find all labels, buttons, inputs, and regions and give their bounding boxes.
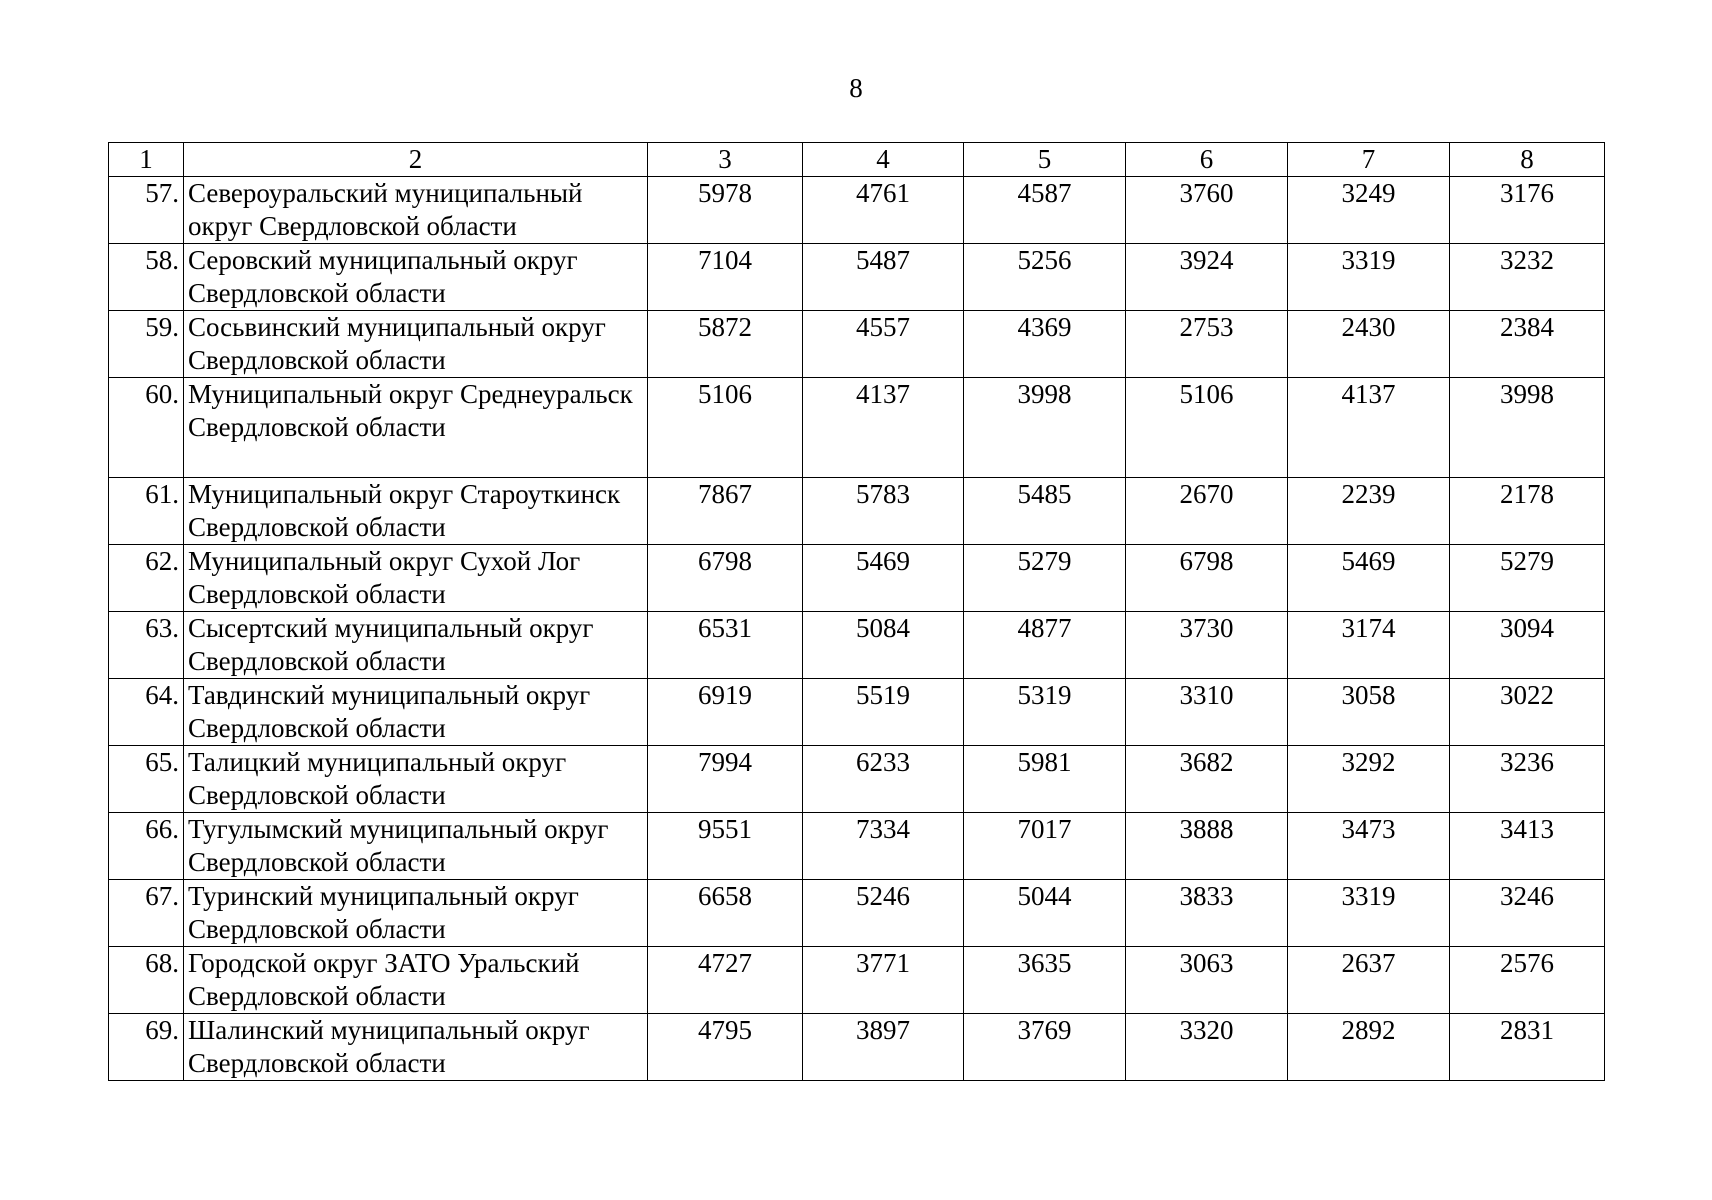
value-cell: 3473	[1288, 813, 1450, 880]
value-cell: 7334	[803, 813, 964, 880]
row-number: 64.	[109, 679, 184, 746]
value-cell: 3249	[1288, 177, 1450, 244]
value-cell: 5872	[648, 311, 803, 378]
table-row	[109, 1014, 1605, 1081]
table-row	[109, 545, 1605, 612]
value-cell: 3998	[964, 378, 1126, 478]
value-cell: 2637	[1288, 947, 1450, 1014]
table-row	[109, 746, 1605, 813]
value-cell: 3897	[803, 1014, 964, 1081]
row-number: 68.	[109, 947, 184, 1014]
row-number: 66.	[109, 813, 184, 880]
value-cell: 2430	[1288, 311, 1450, 378]
row-number: 67.	[109, 880, 184, 947]
value-cell: 2753	[1126, 311, 1288, 378]
table-row	[109, 813, 1605, 880]
column-header: 5	[964, 143, 1126, 177]
municipality-name: Сысертский муниципальный округ Свердловской области	[184, 612, 648, 679]
value-cell: 3924	[1126, 244, 1288, 311]
table-row	[109, 244, 1605, 311]
value-cell: 3292	[1288, 746, 1450, 813]
column-header: 2	[184, 143, 648, 177]
value-cell: 7867	[648, 478, 803, 545]
value-cell: 5783	[803, 478, 964, 545]
value-cell: 3769	[964, 1014, 1126, 1081]
column-header: 6	[1126, 143, 1288, 177]
table-row	[109, 679, 1605, 746]
value-cell: 2384	[1450, 311, 1605, 378]
column-header: 8	[1450, 143, 1605, 177]
value-cell: 3232	[1450, 244, 1605, 311]
value-cell: 7017	[964, 813, 1126, 880]
value-cell: 4761	[803, 177, 964, 244]
municipality-name: Муниципальный округ Среднеуральск Свердловской области	[184, 378, 648, 478]
value-cell: 4795	[648, 1014, 803, 1081]
row-number: 60.	[109, 378, 184, 478]
value-cell: 5084	[803, 612, 964, 679]
value-cell: 4587	[964, 177, 1126, 244]
value-cell: 4557	[803, 311, 964, 378]
value-cell: 5279	[964, 545, 1126, 612]
value-cell: 3022	[1450, 679, 1605, 746]
value-cell: 3413	[1450, 813, 1605, 880]
value-cell: 3888	[1126, 813, 1288, 880]
value-cell: 3063	[1126, 947, 1288, 1014]
value-cell: 3174	[1288, 612, 1450, 679]
value-cell: 3310	[1126, 679, 1288, 746]
value-cell: 2576	[1450, 947, 1605, 1014]
value-cell: 3058	[1288, 679, 1450, 746]
table-row	[109, 478, 1605, 545]
municipality-name: Сосьвинский муниципальный округ Свердловской области	[184, 311, 648, 378]
value-cell: 3320	[1126, 1014, 1288, 1081]
value-cell: 6531	[648, 612, 803, 679]
value-cell: 5106	[1126, 378, 1288, 478]
value-cell: 5487	[803, 244, 964, 311]
value-cell: 3998	[1450, 378, 1605, 478]
page-number: 8	[849, 73, 863, 103]
row-number: 61.	[109, 478, 184, 545]
value-cell: 3771	[803, 947, 964, 1014]
row-number: 63.	[109, 612, 184, 679]
value-cell: 5319	[964, 679, 1126, 746]
row-number: 69.	[109, 1014, 184, 1081]
municipality-name: Североуральский муниципальный округ Свердловской области	[184, 177, 648, 244]
value-cell: 5106	[648, 378, 803, 478]
table-row	[109, 311, 1605, 378]
municipality-name: Серовский муниципальный округ Свердловской области	[184, 244, 648, 311]
value-cell: 3094	[1450, 612, 1605, 679]
value-cell: 3635	[964, 947, 1126, 1014]
value-cell: 3236	[1450, 746, 1605, 813]
value-cell: 6233	[803, 746, 964, 813]
municipality-name: Тугулымский муниципальный округ Свердловской области	[184, 813, 648, 880]
table-body	[109, 143, 1605, 1081]
value-cell: 3246	[1450, 880, 1605, 947]
value-cell: 2831	[1450, 1014, 1605, 1081]
value-cell: 3176	[1450, 177, 1605, 244]
value-cell: 5981	[964, 746, 1126, 813]
value-cell: 3730	[1126, 612, 1288, 679]
value-cell: 5246	[803, 880, 964, 947]
row-number: 58.	[109, 244, 184, 311]
value-cell: 2239	[1288, 478, 1450, 545]
value-cell: 7994	[648, 746, 803, 813]
column-header: 4	[803, 143, 964, 177]
row-number: 65.	[109, 746, 184, 813]
value-cell: 2178	[1450, 478, 1605, 545]
value-cell: 6658	[648, 880, 803, 947]
value-cell: 4137	[1288, 378, 1450, 478]
value-cell: 3833	[1126, 880, 1288, 947]
value-cell: 5469	[803, 545, 964, 612]
row-number: 57.	[109, 177, 184, 244]
value-cell: 5279	[1450, 545, 1605, 612]
value-cell: 5485	[964, 478, 1126, 545]
value-cell: 6798	[1126, 545, 1288, 612]
value-cell: 3760	[1126, 177, 1288, 244]
municipality-name: Туринский муниципальный округ Свердловской области	[184, 880, 648, 947]
table-row	[109, 612, 1605, 679]
value-cell: 2670	[1126, 478, 1288, 545]
value-cell: 6798	[648, 545, 803, 612]
municipality-name: Городской округ ЗАТО Уральский Свердловской области	[184, 947, 648, 1014]
column-header: 3	[648, 143, 803, 177]
value-cell: 2892	[1288, 1014, 1450, 1081]
header-row	[109, 143, 1605, 177]
table-row	[109, 177, 1605, 244]
value-cell: 3319	[1288, 880, 1450, 947]
value-cell: 7104	[648, 244, 803, 311]
value-cell: 4137	[803, 378, 964, 478]
data-table	[108, 142, 1605, 1081]
municipality-name: Талицкий муниципальный округ Свердловской области	[184, 746, 648, 813]
row-number: 59.	[109, 311, 184, 378]
table-row	[109, 947, 1605, 1014]
value-cell: 3319	[1288, 244, 1450, 311]
row-number: 62.	[109, 545, 184, 612]
table-row	[109, 880, 1605, 947]
municipality-name: Муниципальный округ Староуткинск Свердловской области	[184, 478, 648, 545]
column-header: 7	[1288, 143, 1450, 177]
column-header: 1	[109, 143, 184, 177]
value-cell: 4369	[964, 311, 1126, 378]
value-cell: 5978	[648, 177, 803, 244]
municipality-name: Муниципальный округ Сухой Лог Свердловской области	[184, 545, 648, 612]
value-cell: 4727	[648, 947, 803, 1014]
value-cell: 4877	[964, 612, 1126, 679]
value-cell: 5469	[1288, 545, 1450, 612]
municipality-name: Тавдинский муниципальный округ Свердловской области	[184, 679, 648, 746]
value-cell: 9551	[648, 813, 803, 880]
value-cell: 5256	[964, 244, 1126, 311]
municipality-name: Шалинский муниципальный округ Свердловской области	[184, 1014, 648, 1081]
table-row	[109, 378, 1605, 478]
value-cell: 5519	[803, 679, 964, 746]
value-cell: 3682	[1126, 746, 1288, 813]
value-cell: 6919	[648, 679, 803, 746]
value-cell: 5044	[964, 880, 1126, 947]
